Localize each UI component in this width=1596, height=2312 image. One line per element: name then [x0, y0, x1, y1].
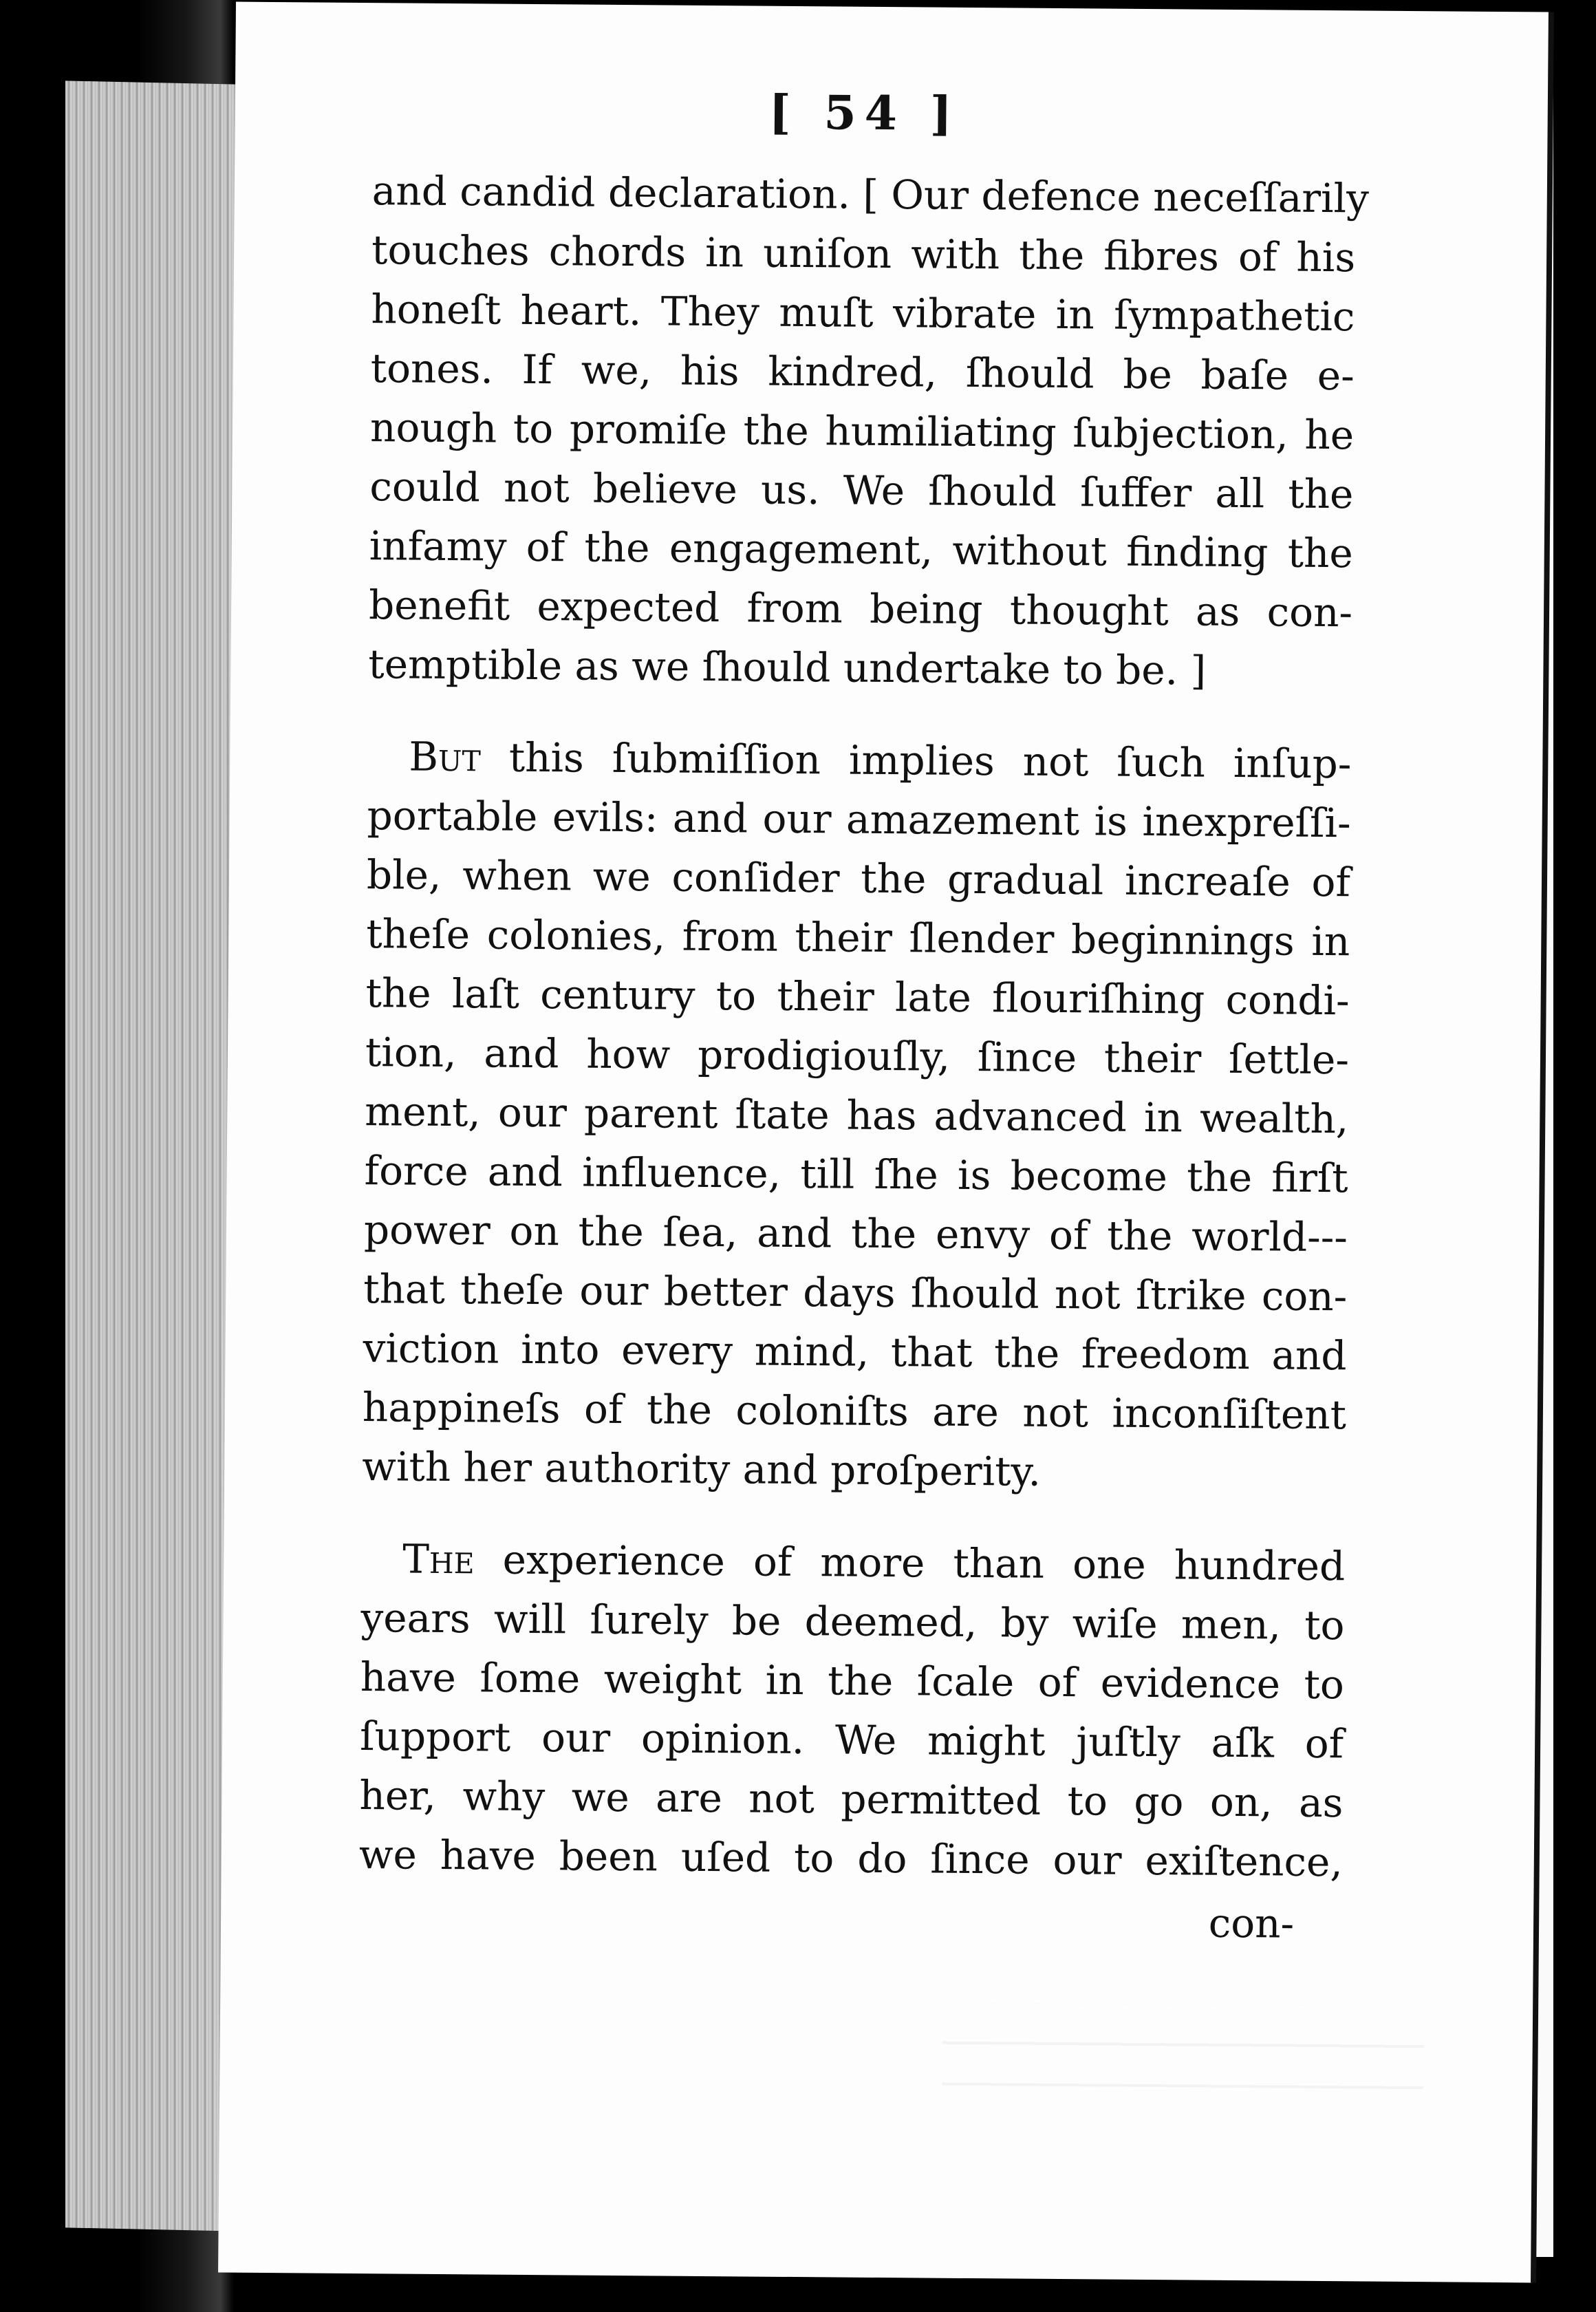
paragraph-lead-word: The: [402, 1535, 475, 1583]
text-line: [367, 727, 1352, 793]
text-line: benefit expected from being thought as con-: [368, 581, 1353, 636]
page-sheet: [218, 2, 1550, 2283]
text-line: years will ſurely be deemed, by wiſe men, to: [360, 1594, 1345, 1649]
text-line: her, why we are not permitted to go on, as: [359, 1772, 1344, 1827]
text-line: power on the ſea, and the envy of the world---: [363, 1206, 1348, 1261]
catchword: con-: [1208, 1899, 1295, 1947]
page-number: [ 54 ]: [768, 85, 961, 142]
text-line: could not believe us. We ſhould ſuffer all the: [369, 463, 1354, 518]
text-line: ment, our parent ſtate has advanced in wealth,: [365, 1088, 1349, 1143]
paragraph-lead-word: But: [409, 733, 482, 781]
text-line: ble, when we conſider the gradual increaſe of: [366, 851, 1351, 906]
text-line: and candid declaration. [ Our defence neceſſarily: [371, 167, 1370, 222]
text-line-rest: this ſubmiſſion implies not ſuch inſup-: [480, 734, 1352, 788]
text-line: temptible as we ſhould undertake to be. ]: [368, 641, 1207, 694]
text-line: that theſe our better days ſhould not ſtrike con-: [363, 1265, 1348, 1320]
text-line: portable evils: and our amazement is inexpreſſi-: [367, 792, 1351, 847]
page-edges: [65, 81, 237, 2231]
text-line: we have been uſed to do ſince our exiſtence,: [358, 1831, 1344, 1886]
show-through-marks: [942, 2003, 1424, 2089]
text-line-rest: experience of more than one hundred: [474, 1536, 1346, 1590]
paragraph-1: [368, 161, 1370, 701]
text-line: tion, and how prodigiouſly, ſince their ſettle-: [365, 1029, 1350, 1084]
text-line: ſupport our opinion. We might juſtly aſk of: [359, 1713, 1344, 1768]
text-line: the laſt century to their late flouriſhing condi-: [365, 970, 1350, 1025]
text-line: [361, 1529, 1346, 1596]
text-block: [358, 78, 1370, 1954]
text-line: with her authority and proſperity.: [362, 1443, 1042, 1495]
text-line: happineſs of the coloniſts are not inconſiſtent: [362, 1384, 1347, 1439]
text-line: honeſt heart. They muſt vibrate in ſympathetic: [371, 286, 1355, 341]
paragraph-3: [359, 1529, 1346, 1892]
text-line: theſe colonies, from their ſlender beginnings in: [366, 910, 1350, 965]
text-line: infamy of the engagement, without finding the: [369, 522, 1354, 577]
text-line: force and influence, till ſhe is become the firſt: [364, 1147, 1348, 1202]
text-line: touches chords in uniſon with the fibres of his: [371, 226, 1356, 281]
text-line: viction into every mind, that the freedom and: [363, 1325, 1347, 1380]
text-line: nough to promiſe the humiliating ſubjection, he: [369, 404, 1355, 459]
text-line: tones. If we, his kindred, ſhould be baſe e-: [370, 345, 1355, 400]
text-line: have ſome weight in the ſcale of evidence to: [360, 1653, 1345, 1709]
paragraph-2: [362, 727, 1352, 1503]
